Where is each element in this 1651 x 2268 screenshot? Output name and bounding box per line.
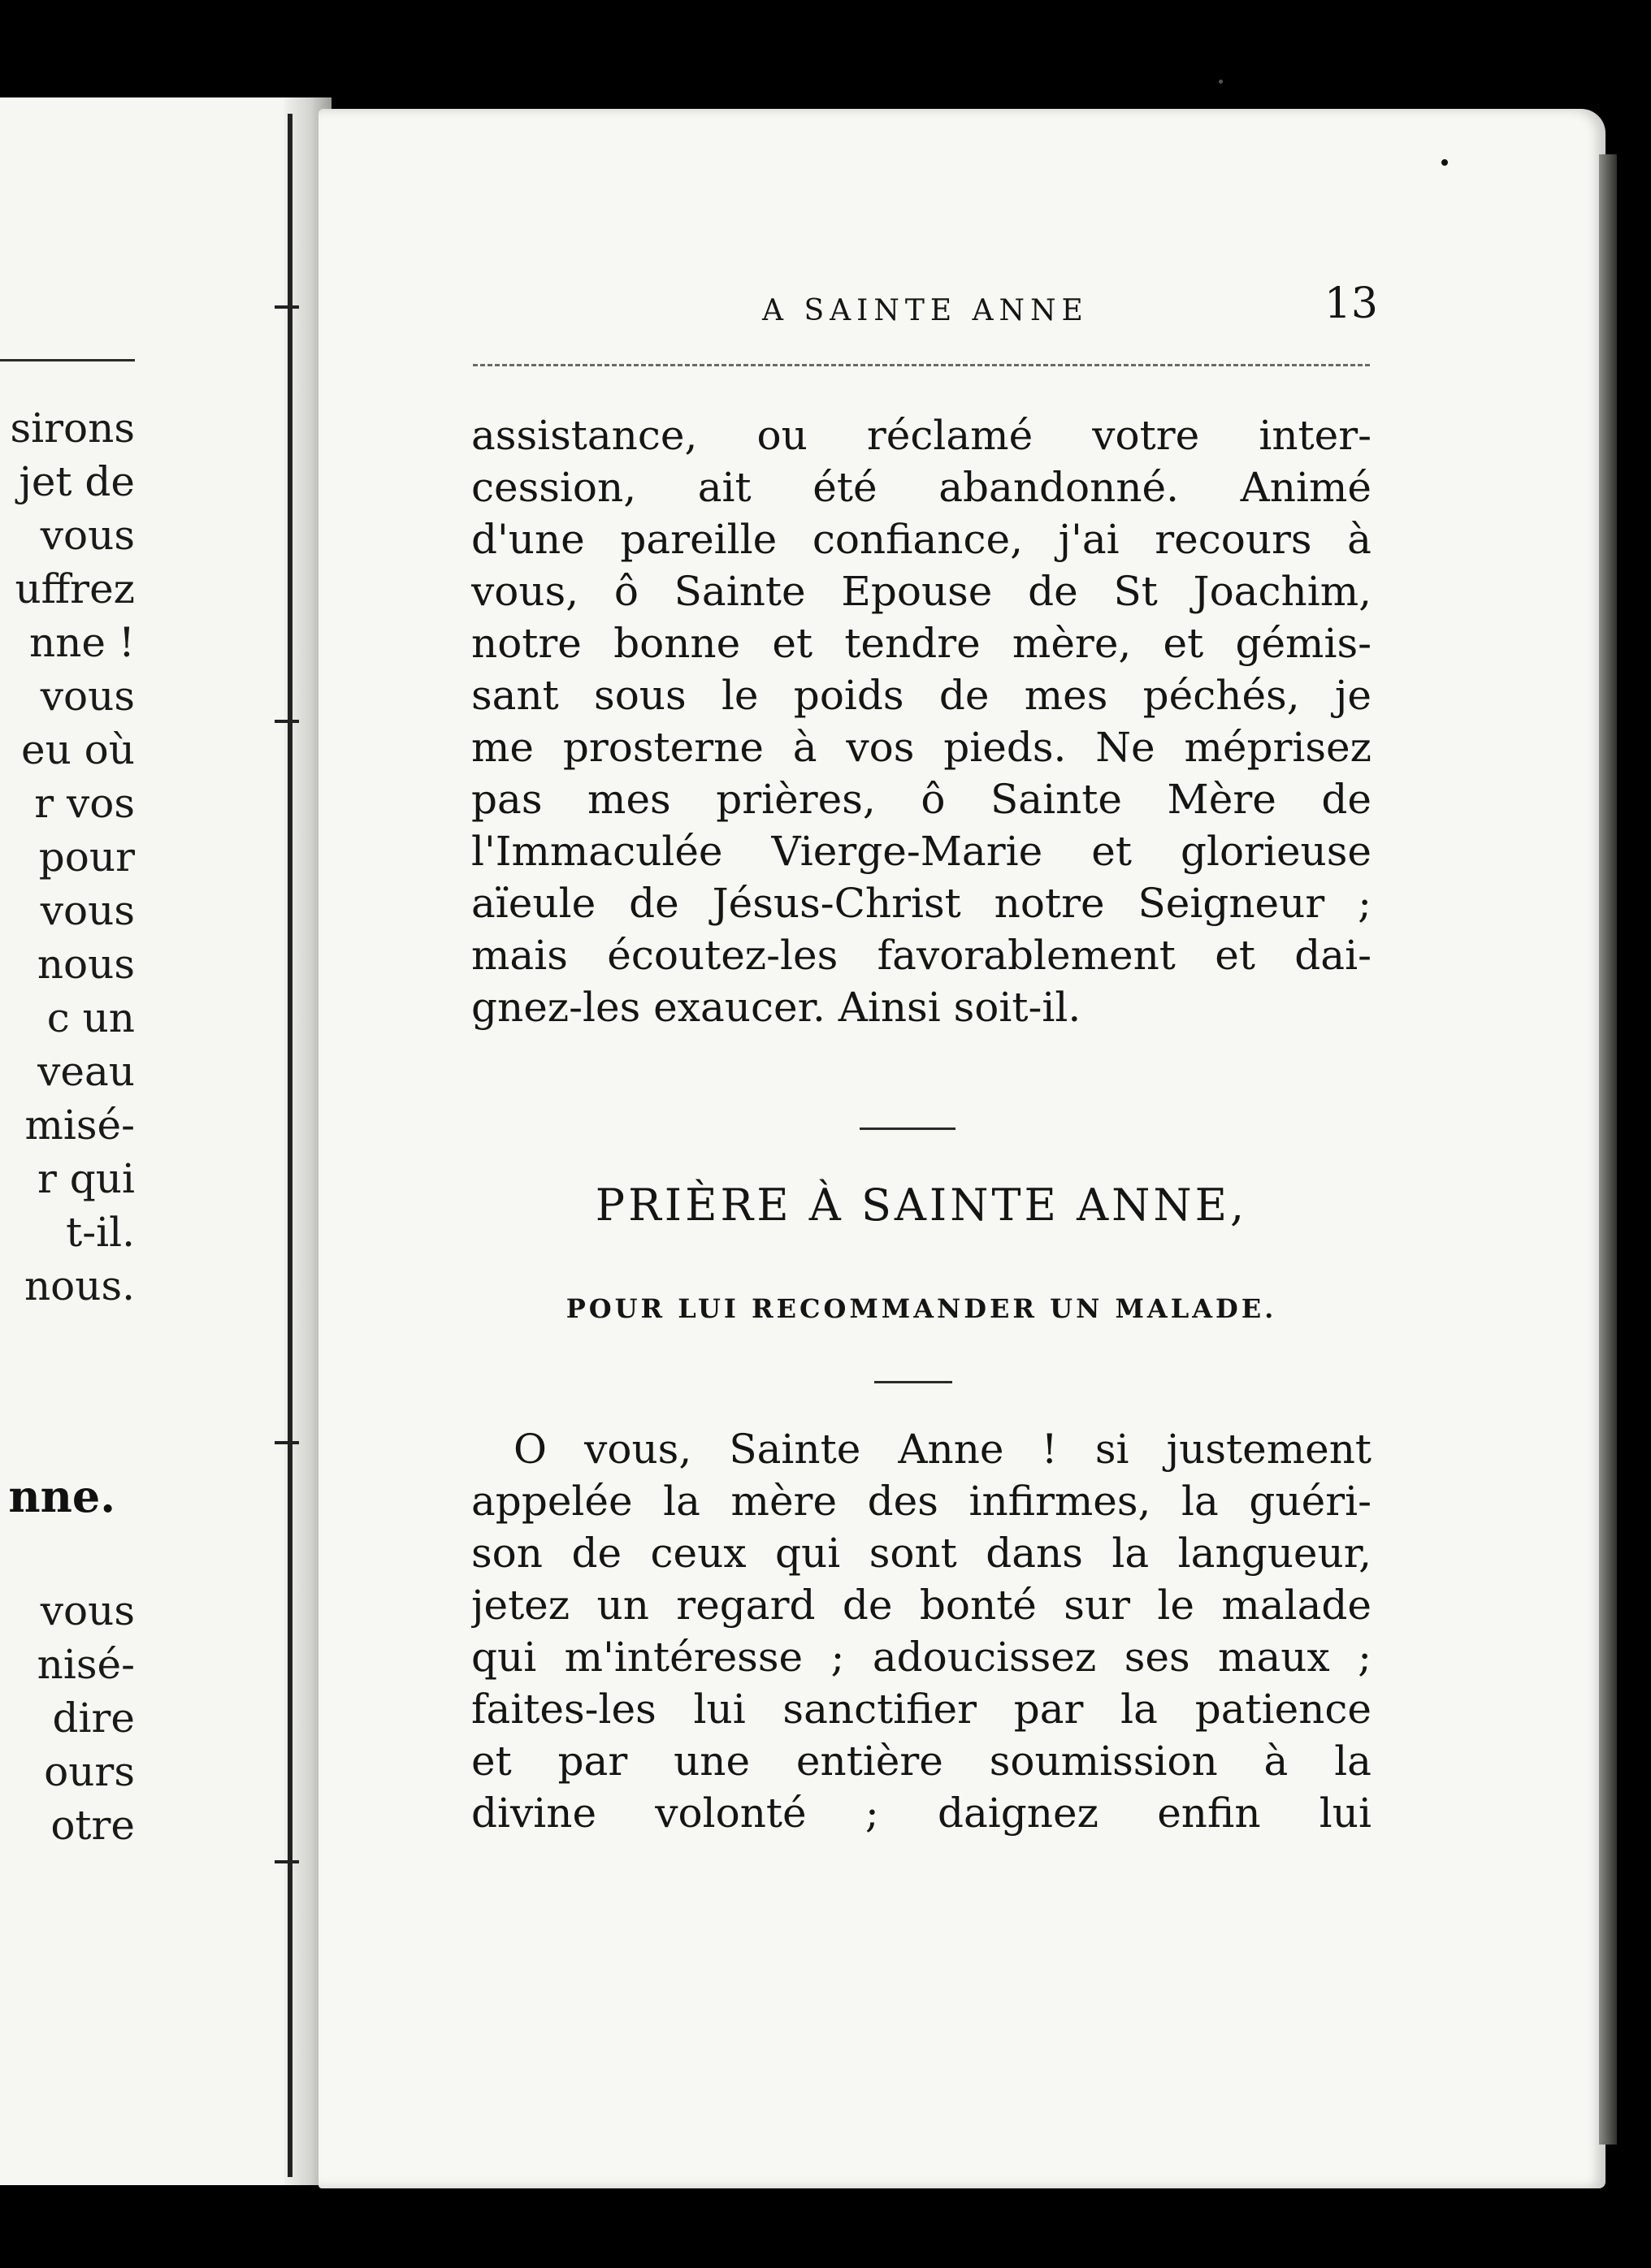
text-line: pas mes prières, ô Sainte Mère de — [471, 776, 1372, 823]
text-line: l'Immaculée Vierge-Marie et glorieuse — [471, 828, 1372, 875]
previous-page-heading: nne. — [8, 1470, 115, 1522]
previous-page-line: t-il. — [66, 1209, 135, 1256]
text-line: jetez un regard de bonté sur le malade — [471, 1582, 1372, 1629]
previous-page-line: jet de — [19, 458, 135, 505]
text-line: et par une entière soumission à la — [471, 1738, 1372, 1785]
previous-page-rule — [0, 359, 135, 361]
previous-page-line: pour — [38, 833, 135, 881]
binding-mark — [275, 305, 299, 309]
text-line: notre bonne et tendre mère, et gémis- — [471, 620, 1372, 667]
previous-page-line: vous — [40, 512, 135, 559]
text-line: faites-les lui sanctifier par la patience — [471, 1686, 1372, 1733]
paragraph-continued-prayer — [471, 409, 1372, 1033]
previous-page-line: misé- — [24, 1102, 135, 1149]
previous-page-line: ours — [44, 1748, 135, 1795]
previous-page-line: nisé- — [37, 1641, 135, 1688]
text-line: cession, ait été abandonné. Animé — [471, 464, 1372, 511]
previous-page-line: nous. — [24, 1262, 135, 1309]
binding-mark — [275, 720, 299, 723]
previous-page — [0, 97, 315, 2185]
section-divider — [874, 1381, 952, 1383]
previous-page-line: vous — [40, 1587, 135, 1634]
header-rule — [473, 364, 1370, 366]
text-line: me prosterne à vos pieds. Ne méprisez — [471, 724, 1372, 771]
prayer-title: PRIÈRE À SAINTE ANNE, — [595, 1179, 1248, 1231]
binding-mark — [275, 1860, 299, 1863]
previous-page-line: dire — [52, 1695, 135, 1742]
previous-page-line: uffrez — [15, 565, 135, 612]
section-divider — [860, 1128, 956, 1130]
dust-speck — [1219, 80, 1223, 84]
previous-page-line: otre — [50, 1802, 135, 1849]
previous-page-line: sirons — [10, 405, 135, 452]
page-edge-shadow — [1599, 154, 1617, 2145]
previous-page-line: vous — [40, 887, 135, 934]
text-line: vous, ô Sainte Epouse de St Joachim, — [471, 568, 1372, 615]
running-head: A SAINTE ANNE — [762, 294, 1089, 327]
text-line: son de ceux qui sont dans la langueur, — [471, 1530, 1372, 1577]
text-line: d'une pareille confiance, j'ai recours à — [471, 516, 1372, 563]
text-line: mais écoutez-les favorablement et dai- — [471, 932, 1372, 979]
text-line: assistance, ou réclamé votre inter- — [471, 412, 1372, 459]
previous-page-line: r vos — [34, 780, 135, 827]
page-number: 13 — [1324, 279, 1378, 328]
previous-page-line: veau — [37, 1048, 135, 1095]
text-line: O vous, Sainte Anne ! si justement — [514, 1426, 1372, 1473]
previous-page-line: nne ! — [29, 619, 135, 666]
prayer-subtitle: POUR LUI RECOMMANDER UN MALADE. — [566, 1293, 1277, 1324]
text-line: qui m'intéresse ; adoucissez ses maux ; — [471, 1634, 1372, 1681]
dust-speck — [1441, 159, 1448, 166]
previous-page-line: nous — [37, 941, 135, 988]
text-line: aïeule de Jésus-Christ notre Seigneur ; — [471, 880, 1372, 927]
binding-thread — [288, 114, 292, 2177]
previous-page-line: r qui — [37, 1155, 135, 1202]
paragraph-prayer — [471, 1423, 1372, 1839]
text-line: sant sous le poids de mes péchés, je — [471, 672, 1372, 719]
binding-mark — [275, 1441, 299, 1444]
previous-page-line: c un — [46, 994, 135, 1041]
text-line: divine volonté ; daignez enfin lui — [471, 1790, 1372, 1837]
text-line: gnez-les exaucer. Ainsi soit-il. — [471, 984, 1081, 1031]
previous-page-line: vous — [40, 673, 135, 720]
text-line: appelée la mère des infirmes, la guéri- — [471, 1478, 1372, 1525]
previous-page-line: eu où — [21, 726, 135, 773]
